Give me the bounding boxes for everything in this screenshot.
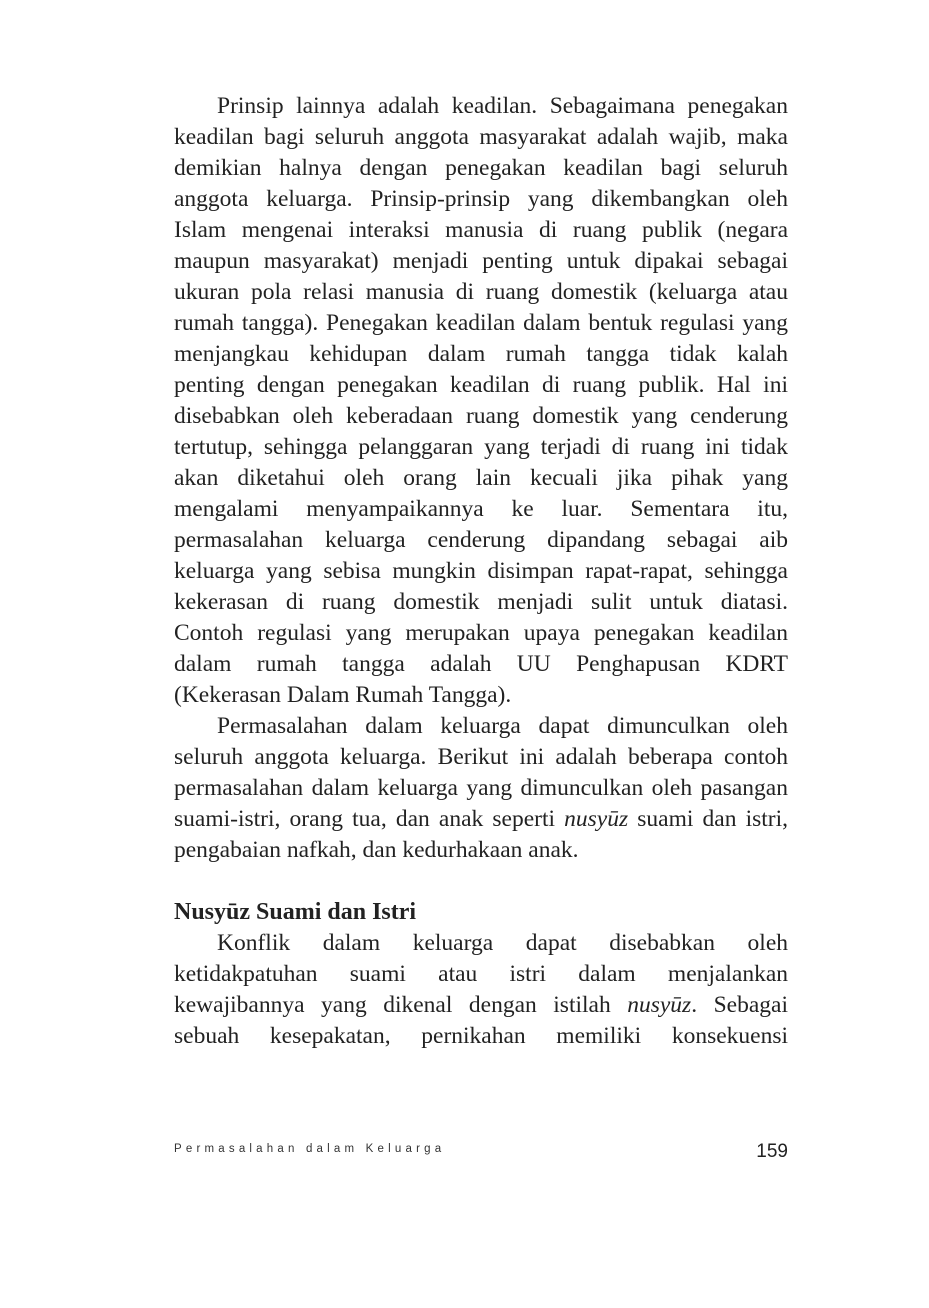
- italic-term: nusyūz: [564, 806, 629, 832]
- text-segment: kewajibannya yang dikenal dengan istilah: [174, 992, 628, 1018]
- text-line: sebuah kesepakatan, pernikahan memiliki konsekuensi: [174, 1023, 788, 1049]
- text-line: tertutup, sehingga pelanggaran yang terjadi di ruang ini tidak: [174, 434, 788, 460]
- text-line: Konflik dalam keluarga dapat disebabkan oleh: [217, 930, 788, 956]
- text-line: seluruh anggota keluarga. Berikut ini adalah beberapa contoh: [174, 744, 788, 770]
- text-line: maupun masyarakat) menjadi penting untuk dipakai sebagai: [174, 248, 788, 274]
- text-line: pengabaian nafkah, dan kedurhakaan anak.: [174, 837, 579, 863]
- text-line: Contoh regulasi yang merupakan upaya penegakan keadilan: [174, 620, 788, 646]
- text-line: kekerasan di ruang domestik menjadi sulit untuk diatasi.: [174, 589, 788, 615]
- text-line: permasalahan keluarga cenderung dipandang sebagai aib: [174, 527, 788, 553]
- text-line: dalam rumah tangga adalah UU Penghapusan KDRT: [174, 651, 788, 677]
- text-line: Permasalahan dalam keluarga dapat dimunculkan oleh: [217, 713, 788, 739]
- text-segment: suami-istri, orang tua, dan anak seperti: [174, 806, 565, 832]
- text-line: anggota keluarga. Prinsip-prinsip yang dikembangkan oleh: [174, 186, 788, 212]
- text-line: penting dengan penegakan keadilan di ruang publik. Hal ini: [174, 372, 788, 398]
- text-line: demikian halnya dengan penegakan keadilan bagi seluruh: [174, 155, 788, 181]
- text-line: ukuran pola relasi manusia di ruang domestik (keluarga atau: [174, 279, 788, 305]
- text-line: mengalami menyampaikannya ke luar. Sementara itu,: [174, 496, 788, 522]
- italic-term: nusyūz: [627, 992, 692, 1018]
- text-line: (Kekerasan Dalam Rumah Tangga).: [174, 682, 512, 708]
- paragraph-permasalahan: [174, 711, 788, 866]
- text-line: permasalahan dalam keluarga yang dimunculkan oleh pasangan: [174, 775, 788, 801]
- text-line: menjangkau kehidupan dalam rumah tangga tidak kalah: [174, 341, 788, 367]
- text-segment: . Sebagai: [691, 992, 788, 1018]
- text-line: disebabkan oleh keberadaan ruang domestik yang cenderung: [174, 403, 788, 429]
- text-line: akan diketahui oleh orang lain kecuali jika pihak yang: [174, 465, 788, 491]
- section-heading: Nusyūz Suami dan Istri: [174, 899, 417, 925]
- text-line: keluarga yang sebisa mungkin disimpan rapat-rapat, sehingga: [174, 558, 788, 584]
- text-line: Prinsip lainnya adalah keadilan. Sebagaimana penegakan: [217, 93, 788, 119]
- text-line: keadilan bagi seluruh anggota masyarakat adalah wajib, maka: [174, 124, 788, 150]
- text-line-with-term: [174, 804, 788, 835]
- text-line: rumah tangga). Penegakan keadilan dalam bentuk regulasi yang: [174, 310, 788, 336]
- text-segment: suami dan istri,: [628, 806, 789, 832]
- page-number: 159: [756, 1141, 788, 1162]
- text-line: ketidakpatuhan suami atau istri dalam menjalankan: [174, 961, 788, 987]
- paragraph-konflik: [174, 928, 788, 1052]
- paragraph-keadilan: [174, 91, 788, 711]
- running-footer-title: Permasalahan dalam Keluarga: [174, 1143, 446, 1155]
- text-line-with-term: [174, 990, 788, 1021]
- text-line: Islam mengenai interaksi manusia di ruang publik (negara: [174, 217, 788, 243]
